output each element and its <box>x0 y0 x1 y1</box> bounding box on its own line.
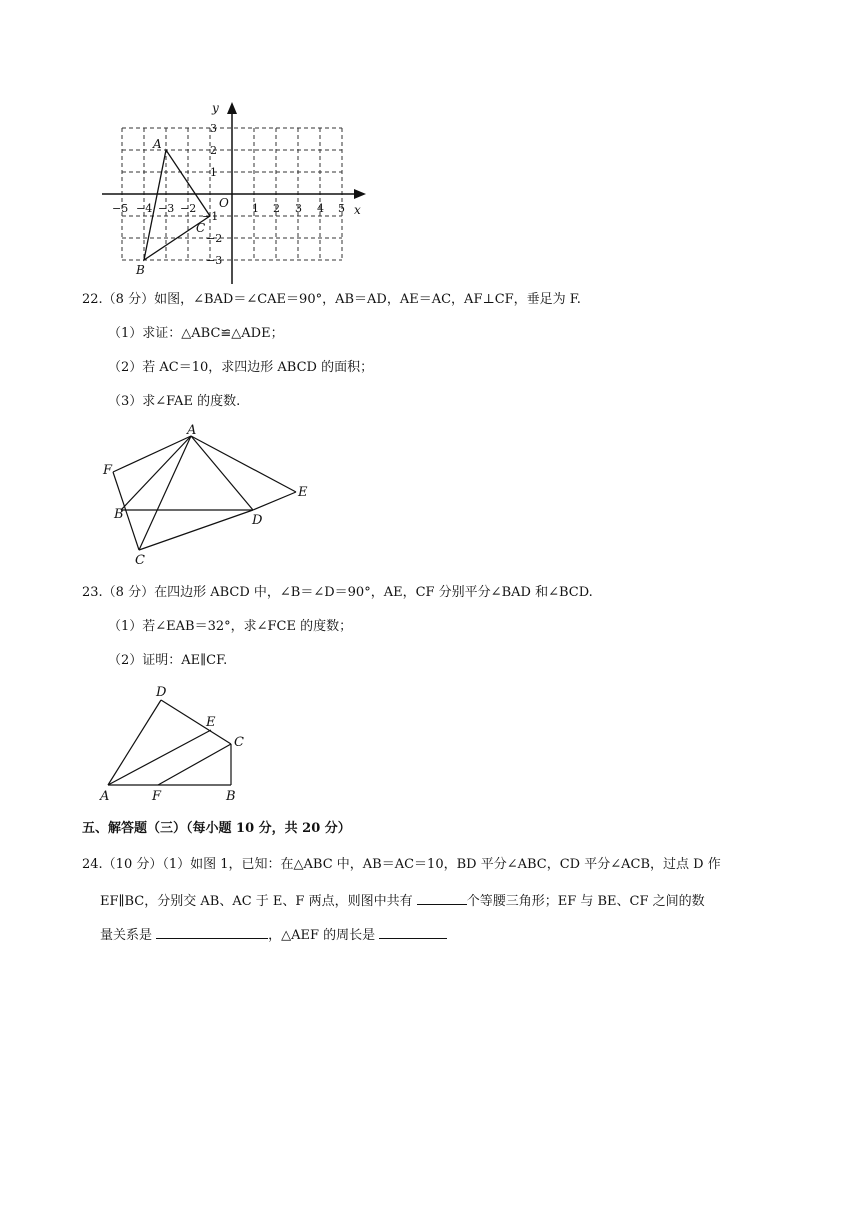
x-tick-label: −4 <box>136 202 153 215</box>
q22-figure <box>98 424 318 570</box>
y-tick-label: −2 <box>206 232 223 245</box>
x-tick-label: 2 <box>273 202 280 215</box>
q24-line2-text-a: EF∥BC，分别交 AB、AC 于 E、F 两点，则图中共有 <box>100 894 413 909</box>
label-c: C <box>234 735 244 750</box>
q24-line1: 24.（10 分）（1）如图 1，已知：在△ABC 中，AB＝AC＝10，BD 平分∠ABC，CD 平分∠ACB，过点 D 作 <box>82 857 721 872</box>
answer-blank-count[interactable] <box>417 890 467 905</box>
section-title: 五、解答题（三）（每小题 10 分，共 20 分） <box>82 821 351 836</box>
label-e: E <box>206 715 216 730</box>
coordinate-grid-figure <box>98 98 373 288</box>
x-axis-label: x <box>354 203 361 217</box>
label-f: F <box>152 789 162 804</box>
label-d: D <box>252 513 263 528</box>
q24-line2 <box>100 890 705 911</box>
q23-figure <box>98 682 258 806</box>
y-tick-label: 3 <box>210 122 217 135</box>
point-b-label: B <box>136 263 145 277</box>
y-tick-label: −3 <box>206 254 223 267</box>
label-d: D <box>156 685 167 700</box>
label-f: F <box>103 463 113 478</box>
y-tick-label: 2 <box>210 144 217 157</box>
label-c: C <box>135 553 145 568</box>
x-tick-label: −5 <box>112 202 129 215</box>
triangle-abc <box>144 150 210 260</box>
answer-blank-relation[interactable] <box>156 924 268 939</box>
label-a: A <box>100 789 110 804</box>
q23-stem: 23.（8 分）在四边形 ABCD 中，∠B＝∠D＝90°，AE，CF 分别平分∠BAD 和∠BCD. <box>82 585 593 600</box>
x-tick-label: −1 <box>202 210 219 223</box>
x-tick-label: −2 <box>180 202 197 215</box>
point-a-label: A <box>153 137 162 151</box>
label-b: B <box>226 789 236 804</box>
q24-line2-text-b: 个等腰三角形；EF 与 BE、CF 之间的数 <box>466 894 705 909</box>
x-tick-label: 5 <box>338 202 345 215</box>
q24-line3-text-a: 量关系是 <box>100 928 153 943</box>
label-b: B <box>114 507 124 522</box>
origin-label: O <box>219 196 229 210</box>
label-e: E <box>298 485 308 500</box>
answer-blank-perimeter[interactable] <box>379 924 447 939</box>
q23-part1: （1）若∠EAB＝32°，求∠FCE 的度数； <box>108 619 353 634</box>
q22-stem: 22.（8 分）如图，∠BAD＝∠CAE＝90°，AB＝AD，AE＝AC，AF⊥CF，垂足为 F. <box>82 292 581 307</box>
q24-line3-text-b: ，△AEF 的周长是 <box>268 928 376 943</box>
q23-part2: （2）证明：AE∥CF. <box>108 653 228 668</box>
q22-part2: （2）若 AC＝10，求四边形 ABCD 的面积； <box>108 360 374 375</box>
x-tick-label: 4 <box>317 202 324 215</box>
q24-line3 <box>100 924 447 945</box>
y-axis-label: y <box>212 101 219 115</box>
label-a: A <box>187 424 197 438</box>
q22-part1: （1）求证：△ABC≌△ADE； <box>108 326 284 341</box>
x-tick-label: 1 <box>252 202 259 215</box>
y-tick-label: 1 <box>210 166 217 179</box>
x-tick-label: −3 <box>158 202 175 215</box>
point-c-label: C <box>196 221 206 235</box>
q22-part3: （3）求∠FAE 的度数. <box>108 394 241 409</box>
x-tick-label: 3 <box>295 202 302 215</box>
